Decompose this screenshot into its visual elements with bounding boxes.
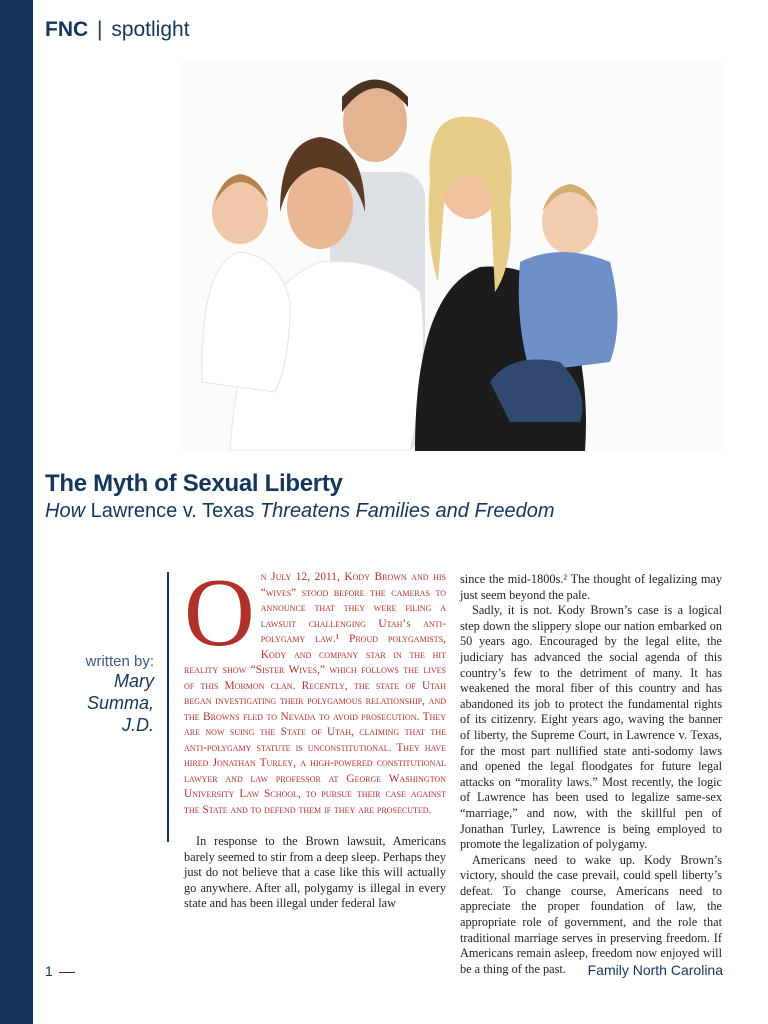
- body-paragraph: Sadly, it is not. Kody Brown’s case is a logical step down the slippery slope our nation embarked on 50 years ago. Encouraged by the legal elite, the judiciary has advanced the social agenda of this country’s few to the detriment of many. It has weakened the moral fiber of this country and has abandoned its job to protect the fundamental rights of its citizenry. Eight years ago, waving the banner of liberty, the Supreme Court, in Lawrence v. Texas, for the most part nullified state anti-sodomy laws and opened the legal floodgates for future legal attacks on “morality laws.” Most recently, the logic of Lawrence has been used to legalize same-sex “marriage,” and now, with the skillful pen of Jonathan Turley, Lawrence is being employed to promote the legalization of polygamy.: [460, 603, 722, 852]
- body-paragraph: since the mid-1800s.² The thought of legalizing may just seem beyond the pale.: [460, 572, 722, 602]
- subtitle-part-threatens: Threatens Families and Freedom: [259, 500, 555, 522]
- body-paragraph: In response to the Brown lawsuit, Americans barely seemed to stir from a deep sleep. Perhaps they just do not believe that a case like this will actually go anywhere. After all, polygamy is illegal in every state and has been illegal under federal law: [184, 834, 446, 911]
- byline-divider: [167, 572, 169, 842]
- subtitle-case-name: Lawrence v. Texas: [90, 500, 255, 522]
- article-title: The Myth of Sexual Liberty: [45, 470, 343, 497]
- body-paragraph: Americans need to wake up. Kody Brown’s victory, should the case prevail, could spell liberty’s defeat. To change course, Americans need to appreciate the proper foundation of law, the appropriate role of government, and the role that traditional marriage serves in preserving freedom. If Americans remain asleep, freedom now enjoyed will be a thing of the past.: [460, 852, 722, 976]
- article-column-2: [460, 572, 722, 977]
- masthead: [45, 18, 190, 42]
- byline-label: written by:: [85, 653, 154, 670]
- left-color-bar: [0, 0, 33, 1024]
- lead-paragraph: n July 12, 2011, Kody Brown and his “wives” stood before the cameras to announce that they were filing a lawsuit challenging Utah’s anti-polygamy law.¹ Proud polygamists, Kody and company star in the hit reality show “Sister Wives,” which follows the lives of this Mormon clan. Recently, the state of Utah began investigating their polygamous relationship, and the Browns fled to Nevada to avoid prosecution. They are now suing the State of Utah, claiming that the anti-polygamy statute is unconstitutional. They have hired Jonathan Turley, a high-powered constitutional lawyer and law professor at George Washington University Law School, to pursue their case against the State and to defend them if they are prosecuted.: [184, 571, 446, 816]
- page-number-dash: [59, 972, 75, 973]
- magazine-name: Family North Carolina: [587, 962, 723, 978]
- article-column-1: [184, 559, 446, 912]
- page-number: [45, 963, 75, 979]
- subtitle-part-how: How: [45, 500, 86, 522]
- masthead-separator: |: [97, 18, 103, 41]
- article-subtitle: [45, 500, 555, 523]
- masthead-section: spotlight: [111, 18, 190, 41]
- byline: [74, 653, 154, 736]
- page-number-value: 1: [45, 963, 53, 979]
- drop-cap: O: [184, 559, 255, 667]
- masthead-brand: FNC: [45, 18, 89, 41]
- family-photo: [180, 62, 723, 451]
- family-photo-illustration: [180, 62, 723, 451]
- byline-author: Mary Summa, J.D.: [86, 671, 154, 735]
